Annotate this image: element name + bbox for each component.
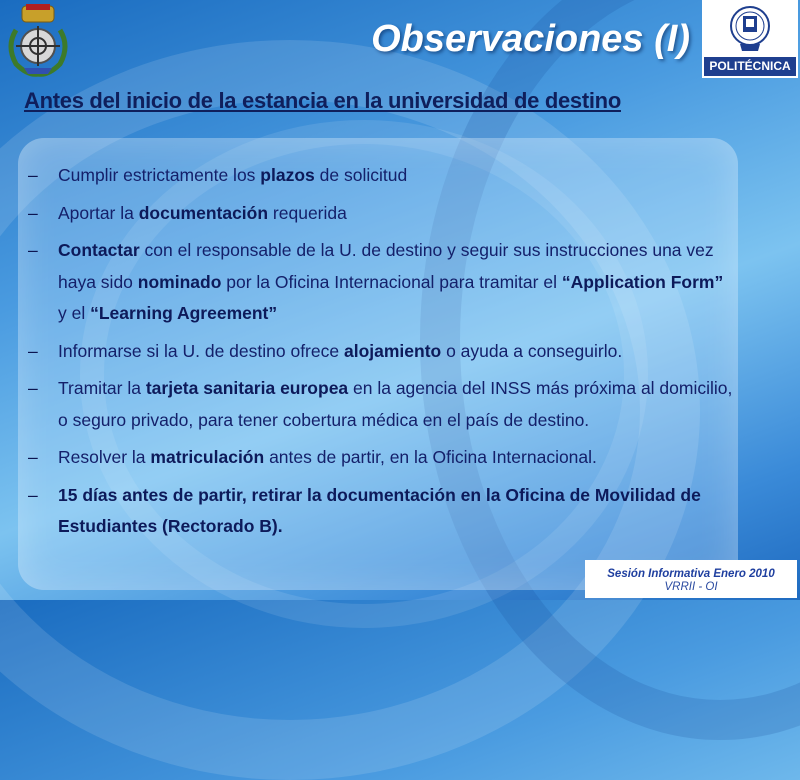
politecnica-logo [702, 0, 798, 78]
bullet-item: – Aportar la documentación requerida [28, 198, 733, 230]
bullet-item: – Informarse si la U. de destino ofrece alojamiento o ayuda a conseguirlo. [28, 336, 733, 368]
bullet-emphasis: nominado [137, 271, 222, 292]
school-crest-logo [2, 2, 74, 78]
bullet-item: – Cumplir estrictamente los plazos de solicitud [28, 160, 733, 192]
slide-title: Observaciones (I) [371, 18, 690, 60]
bullet-item: – Contactar con el responsable de la U. de destino y seguir sus instrucciones una vez haya sido nominado por la Oficina Internacional para tramitar el “Application Form” y el “Learning Agreement” [28, 235, 733, 330]
bullet-emphasis: 15 días antes de partir, retirar la documentación en la Oficina de Movilidad de Estudiantes (Rectorado B). [58, 484, 701, 536]
bullet-item: – Tramitar la tarjeta sanitaria europea en la agencia del INSS más próxima al domicilio, o seguro privado, para tener cobertura médica en el país de destino. [28, 373, 733, 436]
bullet-emphasis: “Application Form” [561, 271, 724, 292]
bullet-emphasis: matriculación [150, 447, 265, 467]
section-heading: Antes del inicio de la estancia en la universidad de destino [24, 88, 621, 113]
bullet-emphasis: tarjeta sanitaria europea [145, 378, 349, 398]
footer-session: Sesión Informativa Enero 2010 [607, 568, 775, 580]
bullet-emphasis: documentación [138, 202, 269, 223]
footer-box [585, 560, 797, 598]
bullet-item: – Resolver la matriculación antes de partir, en la Oficina Internacional. [28, 442, 733, 474]
bullet-emphasis: Contactar [58, 240, 140, 260]
bullet-emphasis: alojamiento [343, 340, 442, 361]
bullet-item [28, 480, 733, 543]
bullet-emphasis: plazos [260, 165, 315, 185]
bullet-emphasis: “Learning Agreement” [90, 303, 278, 323]
university-shield-icon [728, 4, 772, 54]
footer-office: VRRII - OI [664, 581, 718, 593]
logo-text: POLITÉCNICA [704, 57, 796, 76]
bullet-list [28, 160, 733, 549]
